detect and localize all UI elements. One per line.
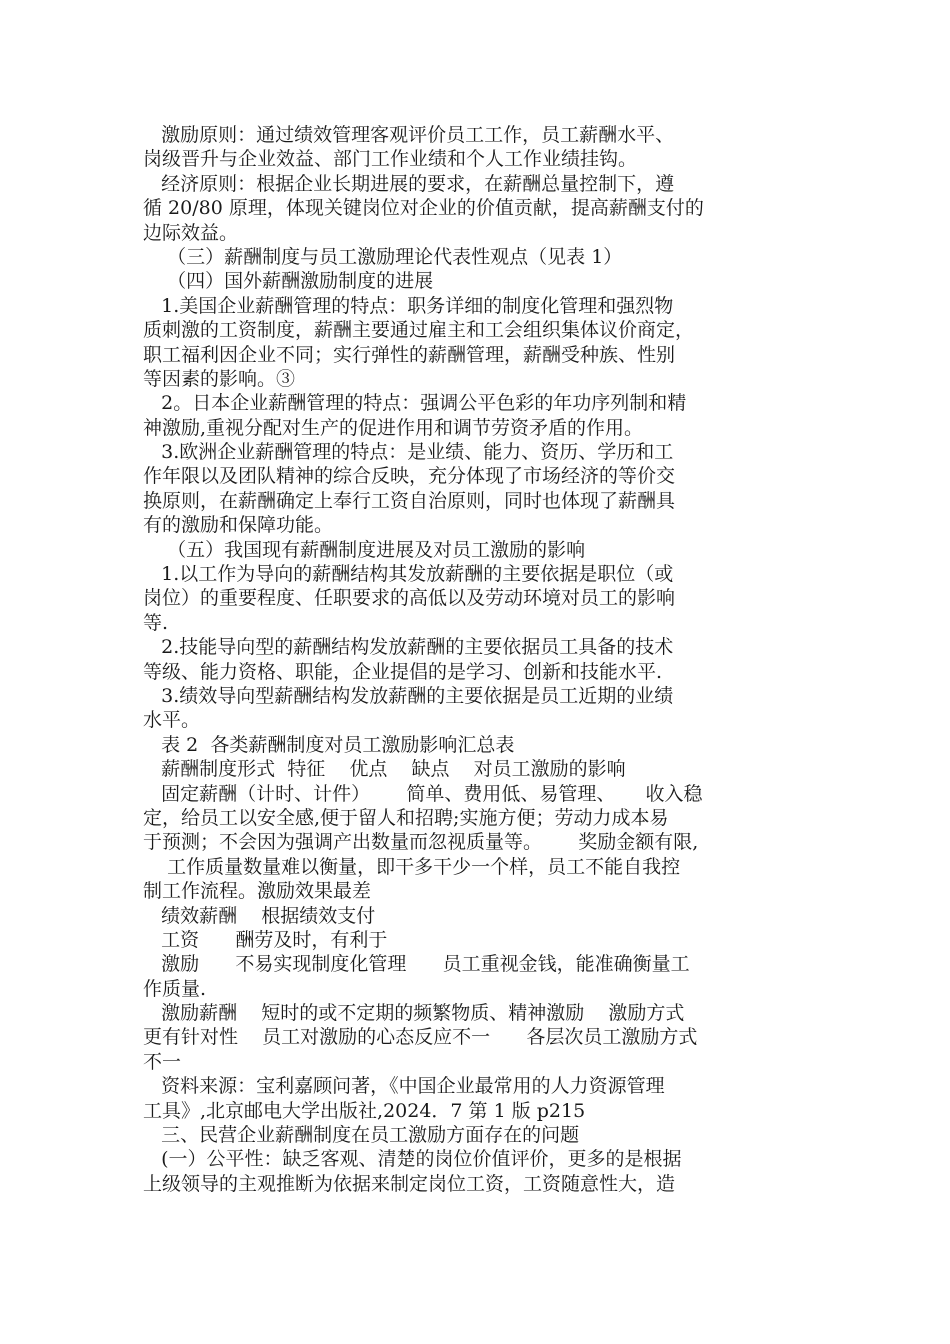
source-note: 资料来源：宝利嘉顾问著，《中国企业最常用的人力资源管理 bbox=[143, 1075, 665, 1098]
table-caption: 表 2 各类薪酬制度对员工激励影响汇总表 bbox=[143, 733, 515, 756]
table-row-line: 固定薪酬（计时、计件） 简单、费用低、易管理、 收入稳 bbox=[143, 782, 703, 805]
table-row-line: 工作质量数量难以衡量，即干多干少一个样，员工不能自我控 bbox=[143, 855, 681, 878]
table-row-line: 激励薪酬 短时的或不定期的频繁物质、精神激励 激励方式 bbox=[143, 1002, 685, 1025]
text-line: (一）公平性：缺乏客观、清楚的岗位价值评价，更多的是根据 bbox=[143, 1148, 682, 1171]
text-line: 作年限以及团队精神的综合反映，充分体现了市场经济的等价交 bbox=[143, 465, 676, 488]
text-line: 岗级晋升与企业效益、部门工作业绩和个人工作业绩挂钩。 bbox=[143, 148, 638, 171]
table-row-line: 不一 bbox=[143, 1050, 182, 1073]
text-line: 1.以工作为导向的薪酬结构其发放薪酬的主要依据是职位（或 bbox=[143, 563, 674, 586]
table-row-line: 作质量. bbox=[143, 977, 207, 1000]
text-line: 等. bbox=[143, 611, 169, 634]
source-note: 工具》,北京邮电大学出版社,2024．7 第 1 版 p215 bbox=[143, 1099, 586, 1122]
text-line: 3.绩效导向型薪酬结构发放薪酬的主要依据是员工近期的业绩 bbox=[143, 684, 674, 707]
text-line: 岗位）的重要程度、任职要求的高低以及劳动环境对员工的影响 bbox=[143, 587, 676, 610]
text-line: 等因素的影响。③ bbox=[143, 367, 296, 390]
text-line: 激励原则：通过绩效管理客观评价员工工作，员工薪酬水平、 bbox=[143, 124, 675, 146]
text-line: 有的激励和保障功能。 bbox=[143, 514, 334, 537]
table-row-line: 定，给员工以安全感,便于留人和招聘;实施方便；劳动力成本易 bbox=[143, 806, 669, 829]
text-line: 边际效益。 bbox=[143, 221, 239, 244]
section-heading: （四）国外薪酬激励制度的进展 bbox=[143, 270, 434, 293]
text-line: 1.美国企业薪酬管理的特点：职务详细的制度化管理和强烈物 bbox=[143, 294, 674, 317]
text-line: 换原则，在薪酬确定上奉行工资自治原则，同时也体现了薪酬具 bbox=[143, 489, 676, 512]
text-line: 2。日本企业薪酬管理的特点：强调公平色彩的年功序列制和精 bbox=[143, 392, 687, 415]
document-body bbox=[143, 123, 793, 1196]
table-header-line: 薪酬制度形式 特征 优点 缺点 对员工激励的影响 bbox=[143, 758, 626, 781]
table-row-line: 激励 不易实现制度化管理 员工重视金钱，能准确衡量工 bbox=[143, 953, 690, 976]
section-heading: （三）薪酬制度与员工激励理论代表性观点（见表 1） bbox=[143, 245, 623, 268]
table-row-line: 于预测；不会因为强调产出数量而忽视质量等。 奖励金额有限, bbox=[143, 831, 699, 854]
section-heading: 三、民营企业薪酬制度在员工激励方面存在的问题 bbox=[143, 1124, 580, 1147]
section-heading: （五）我国现有薪酬制度进展及对员工激励的影响 bbox=[143, 538, 586, 561]
table-row-line: 绩效薪酬 根据绩效支付 bbox=[143, 904, 376, 927]
table-row-line: 工资 酬劳及时，有利于 bbox=[143, 928, 388, 951]
text-line: 循 20/80 原理，体现关键岗位对企业的价值贡献，提高薪酬支付的 bbox=[143, 197, 704, 220]
text-line: 经济原则：根据企业长期进展的要求，在薪酬总量控制下，遵 bbox=[143, 172, 675, 195]
table-row-line: 更有针对性 员工对激励的心态反应不一 各层次员工激励方式 bbox=[143, 1026, 698, 1049]
text-line: 神激励,重视分配对生产的促进作用和调节劳资矛盾的作用。 bbox=[143, 416, 644, 439]
text-line: 质刺激的工资制度，薪酬主要通过雇主和工会组织集体议价商定， bbox=[143, 319, 695, 342]
table-row-line: 制工作流程。激励效果最差 bbox=[143, 880, 372, 903]
text-line: 职工福利因企业不同；实行弹性的薪酬管理，薪酬受种族、性别 bbox=[143, 343, 676, 366]
text-line: 上级领导的主观推断为依据来制定岗位工资，工资随意性大，造 bbox=[143, 1172, 676, 1195]
text-line: 2.技能导向型的薪酬结构发放薪酬的主要依据员工具备的技术 bbox=[143, 636, 674, 659]
text-line: 等级、能力资格、职能，企业提倡的是学习、创新和技能水平. bbox=[143, 660, 663, 683]
text-line: 3.欧洲企业薪酬管理的特点：是业绩、能力、资历、学历和工 bbox=[143, 441, 674, 464]
text-line: 水平。 bbox=[143, 709, 201, 732]
